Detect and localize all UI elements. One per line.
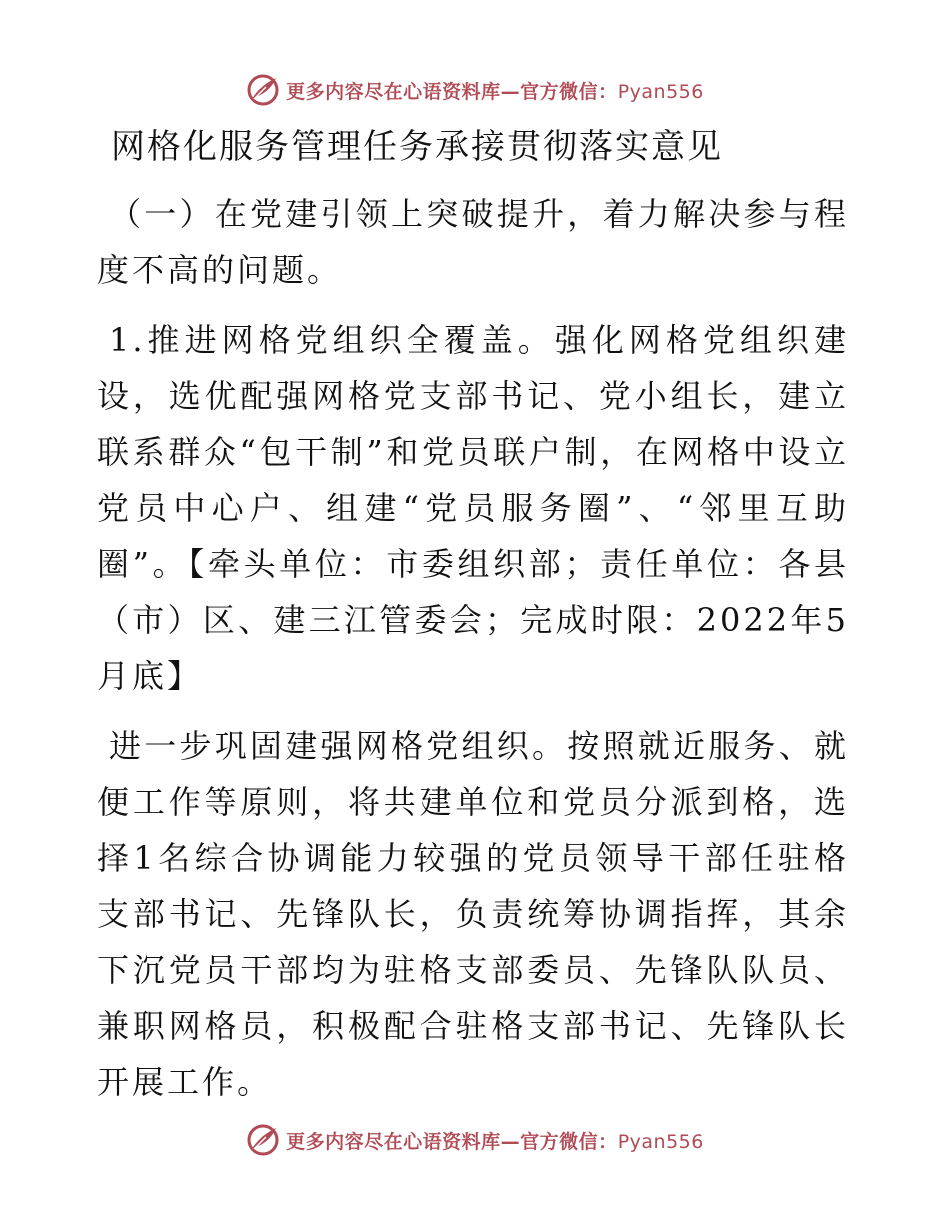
footer-watermark <box>0 1120 950 1160</box>
watermark-dash: — <box>500 1130 521 1153</box>
watermark-wechat-id: Pyan556 <box>617 1130 704 1153</box>
watermark-group <box>246 73 704 107</box>
document-title: 网格化服务管理任务承接贯彻落实意见 <box>111 127 723 167</box>
watermark-official-label: 官方微信： <box>520 1130 618 1153</box>
paragraph-consolidate: 进一步巩固建强网格党组织。按照就近服务、就便工作等原则，将共建单位和党员分派到格，选择1名综合协调能力较强的党员领导干部任驻格支部书记、先锋队长，负责统筹协调指挥，其余下沉党员干部均为驻格支部委员、先锋队队员、兼职网格员，积极配合驻格支部书记、先锋队长开展工作。 <box>97 727 849 1101</box>
document-body <box>97 120 849 1124</box>
watermark-dash: — <box>500 80 521 103</box>
watermark-main-text: 更多内容尽在心语资料库 <box>286 1130 501 1153</box>
watermark-group <box>246 1123 704 1157</box>
watermark-wechat-id: Pyan556 <box>617 80 704 103</box>
section-heading: （一）在党建引领上突破提升，着力解决参与程度不高的问题。 <box>97 195 849 289</box>
watermark-text <box>286 77 704 104</box>
feather-pen-logo-icon <box>246 73 280 107</box>
feather-pen-logo-icon <box>246 1123 280 1157</box>
header-watermark <box>0 70 950 110</box>
watermark-official-label: 官方微信： <box>520 80 618 103</box>
watermark-main-text: 更多内容尽在心语资料库 <box>286 80 501 103</box>
paragraph-item-1: 1.推进网格党组织全覆盖。强化网格党组织建设，选优配强网格党支部书记、党小组长，建立联系群众“包干制”和党员联户制，在网格中设立党员中心户、组建“党员服务圈”、“邻里互助圈”。【牵头单位：市委组织部；责任单位：各县（市）区、建三江管委会；完成时限：2022年5月底】 <box>97 321 849 695</box>
watermark-text <box>286 1127 704 1154</box>
